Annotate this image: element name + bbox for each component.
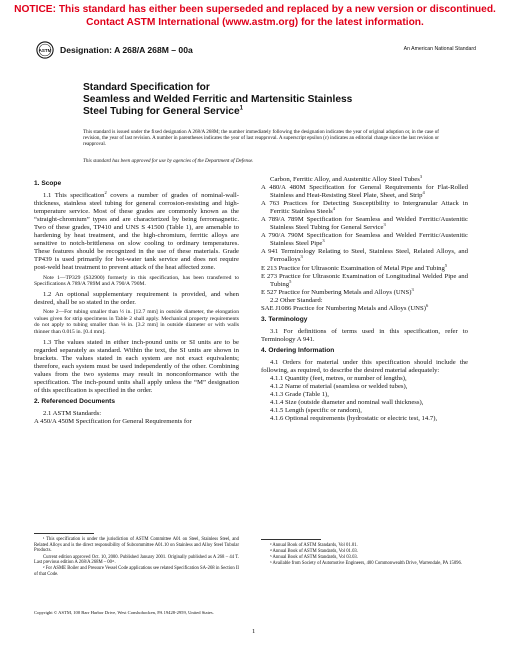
footnote-mark: 3 bbox=[383, 222, 386, 228]
footnote-divider-left bbox=[34, 533, 94, 534]
paragraph-3-1: 3.1 For definitions of terms used in this specification, refer to Terminology A 941. bbox=[261, 327, 468, 343]
paragraph-4-1-3: 4.1.3 Grade (Table 1), bbox=[270, 391, 329, 399]
section-heading-referenced-documents: 2. Referenced Documents bbox=[34, 398, 115, 406]
paragraph-1-1-body: covers a number of grades of nominal-wall-thickness, stainless steel tubing for general corrosion-resisting and high-temperature service. Most of these grades are commonly known as the “straight-chromium” types and are characterized by being ferromagnetic. Two of these grades, TP410 and UNS S 41500 (Table 1), are amenable to hardening by heat treatment, and the high-chromium, ferritic alloys are sensitive to notch-brittleness on slow cooling to ordinary temperatures. These features should be recognized in the use of these materials. Grade TP439 is used primarily for hot-water tank service and does not require post-weld heat treatment to prevent attack of the heat affected zone. bbox=[34, 192, 239, 272]
document-title bbox=[83, 82, 443, 119]
footnote-divider-right bbox=[261, 539, 321, 540]
reference-e213-text: E 213 Practice for Ultrasonic Examination of Metal Pipe and Tubing bbox=[261, 264, 445, 272]
notice-line-2: Contact ASTM International (www.astm.org) for the latest information. bbox=[86, 17, 424, 28]
reference-a450: A 450/A 450M Specification for General Requirements for bbox=[34, 418, 192, 426]
footnote-2: ² For ASME Boiler and Pressure Vessel Code applications see related Specification SA-268 in Section II of that Code. bbox=[34, 566, 239, 577]
section-heading-scope: 1. Scope bbox=[34, 180, 62, 187]
astm-logo-icon bbox=[36, 41, 54, 59]
footnote-1: ¹ This specification is under the jurisdiction of ASTM Committee A01 on Steel, Stainless Steel, and Related Alloys and is the direct responsibility of Subcommittee A01.10 on Stainless and Alloy Steel Tubular Products. bbox=[34, 537, 239, 554]
footnote-4: ⁴ Annual Book of ASTM Standards, Vol 01.03. bbox=[270, 549, 358, 555]
note-2: Note 2—For tubing smaller than ½ in. [12.7 mm] in outside diameter, the elongation values given for strip specimens in Table 2 shall apply. Mechanical property requirements do not apply to tubing smaller than ⅛ in. [3.2 mm] in outside diameter or with walls thinner than 0.015 in. [0.4 mm]. bbox=[34, 309, 239, 336]
title-line-3-text: Steel Tubing for General Service bbox=[83, 106, 240, 118]
page-number: 1 bbox=[252, 628, 256, 635]
right-column bbox=[261, 173, 468, 423]
svg-text:ASTM: ASTM bbox=[38, 47, 52, 53]
paragraph-4-1-5: 4.1.5 Length (specific or random), bbox=[270, 407, 362, 415]
title-line-1: Standard Specification for bbox=[83, 82, 210, 93]
footnote-3: ³ Annual Book of ASTM Standards, Vol 01.01. bbox=[270, 543, 358, 548]
reference-a450-continued bbox=[261, 173, 468, 184]
paragraph-1-1 bbox=[34, 189, 239, 272]
title-footnote-mark: 1 bbox=[239, 106, 243, 113]
footnote-mark: 5 bbox=[289, 278, 292, 284]
footnote-mark: 6 bbox=[425, 302, 429, 308]
reference-a789-text: A 789/A 789M Specification for Seamless and Welded Ferritic/Austenitic Stainless Steel Tubing for General Service bbox=[261, 216, 468, 232]
footnote-mark: 4 bbox=[332, 205, 336, 211]
paragraph-1-2: 1.2 An optional supplementary requirement is provided, and when desired, shall be so stated in the order. bbox=[34, 290, 239, 306]
paragraph-2-2: 2.2 Other Standard: bbox=[270, 296, 323, 304]
section-heading-ordering-information: 4. Ordering Information bbox=[261, 346, 335, 354]
footnotes-right bbox=[261, 543, 468, 567]
issuance-note: This standard is issued under the fixed designation A 268/A 268M; the number immediately following the designation indicates the year of original adoption or, in the case of revision, the year of last revision. A number in parentheses indicates the year of last reapproval. A superscript epsilon (ε) indicates an editorial change since the last revision or reapproval. bbox=[83, 129, 439, 148]
document-header bbox=[36, 43, 476, 61]
reference-a789 bbox=[261, 216, 468, 232]
paragraph-4-1-2: 4.1.2 Name of material (seamless or welded tubes), bbox=[270, 383, 408, 391]
footnote-5: ⁵ Annual Book of ASTM Standards, Vol 03.03. bbox=[270, 555, 358, 561]
copyright-line: Copyright © ASTM, 100 Barr Harbor Drive, West Conshohocken, PA 19428-2959, United States. bbox=[34, 610, 214, 615]
paragraph-4-1: 4.1 Orders for material under this specification should include the following, as required, to describe the desired material adequately: bbox=[261, 358, 468, 375]
notice-line-1: NOTICE: This standard has either been superseded and replaced by a new version or discontinued. bbox=[14, 4, 496, 15]
reference-e527-text: E 527 Practice for Numbering Metals and Alloys (UNS) bbox=[261, 288, 412, 296]
designation: Designation: A 268/A 268M – 00a bbox=[60, 45, 193, 55]
reference-a941 bbox=[261, 248, 468, 264]
reference-a790-text: A 790/A 790M Specification for Seamless and Welded Ferritic/Austenitic Stainless Steel Pipe bbox=[261, 232, 468, 248]
footnote-6: ⁶ Available from Society of Automotive Engineers, 400 Commonwealth Drive, Warrendale, PA 15096. bbox=[270, 561, 463, 567]
approval-note: This standard has been approved for use by agencies of the Department of Defense. bbox=[83, 158, 254, 164]
paragraph-2-1: 2.1 ASTM Standards: bbox=[43, 410, 102, 418]
reference-a763-text: A 763 Practices for Detecting Susceptibility to Intergranular Attack in Ferritic Stainless Steels bbox=[261, 200, 468, 216]
reference-a941-text: A 941 Terminology Relating to Steel, Stainless Steel, Related Alloys, and Ferroalloys bbox=[261, 248, 468, 264]
paragraph-4-1-6: 4.1.6 Optional requirements (hydrostatic or electric test, 14.7), bbox=[270, 415, 438, 423]
note-1: Note 1—TP329 (S32900) formerly in this specification, has been transferred to Specifications A 789/A 789M and A 790/A 790M. bbox=[34, 274, 239, 288]
supersession-notice bbox=[0, 3, 510, 29]
reference-sae-j1086 bbox=[261, 302, 468, 313]
reference-a450-continued-text: Carbon, Ferritic Alloy, and Austenitic Alloy Steel Tubes bbox=[270, 176, 420, 183]
footnote-mark: 3 bbox=[411, 286, 414, 292]
footnote-mark-2: 2 bbox=[104, 189, 107, 195]
reference-a480-text: A 480/A 480M Specification for General Requirements for Flat-Rolled Stainless and Heat-Resisting Steel Plate, Sheet, and Strip bbox=[261, 184, 468, 200]
reference-a790 bbox=[261, 232, 468, 248]
footnote-mark: 4 bbox=[422, 189, 425, 195]
footnote-mark: 3 bbox=[300, 254, 303, 260]
footnote-mark: 3 bbox=[322, 238, 325, 244]
reference-e273-text: E 273 Practice for Ultrasonic Examination of Longitudinal Welded Pipe and Tubing bbox=[261, 272, 468, 288]
footnote-mark: 5 bbox=[444, 262, 448, 268]
section-heading-terminology: 3. Terminology bbox=[261, 315, 308, 323]
paragraph-4-1-1: 4.1.1 Quantity (feet, metres, or number of lengths), bbox=[270, 375, 407, 383]
title-line-2: Seamless and Welded Ferritic and Martensitic Stainless bbox=[83, 94, 353, 105]
reference-a480 bbox=[261, 184, 468, 200]
reference-a763 bbox=[261, 200, 468, 216]
reference-e527 bbox=[261, 286, 468, 297]
standard-type: An American National Standard bbox=[403, 46, 476, 52]
paragraph-4-1-4: 4.1.4 Size (outside diameter and nominal wall thickness), bbox=[270, 399, 424, 407]
left-column bbox=[34, 177, 239, 426]
footnote-1-edition: Current edition approved Oct. 10, 2000. Published January 2001. Originally published as A 268 – 44 T. Last previous edition A 268/A 268M – 00ᵋ¹. bbox=[34, 554, 239, 566]
footnotes-left bbox=[34, 537, 239, 578]
footnote-mark: 3 bbox=[419, 173, 423, 179]
paragraph-1-3: 1.3 The values stated in either inch-pound units or SI units are to be regarded separately as standard. Within the text, the SI units are shown in brackets. The values stated in each system are not exact equivalents; therefore, each system must be used independently of the other. Combining values from the two systems may result in nonconformance with the specification. The inch-pound units shall apply unless the “M” designation of this specification is specified in the order. bbox=[34, 338, 239, 395]
title-line-3 bbox=[83, 106, 443, 118]
reference-e213 bbox=[261, 262, 468, 273]
paragraph-1-1-lead: 1.1 This specification bbox=[43, 192, 105, 200]
reference-sae-j1086-text: SAE J1086 Practice for Numbering Metals and Alloys (UNS) bbox=[261, 304, 426, 312]
